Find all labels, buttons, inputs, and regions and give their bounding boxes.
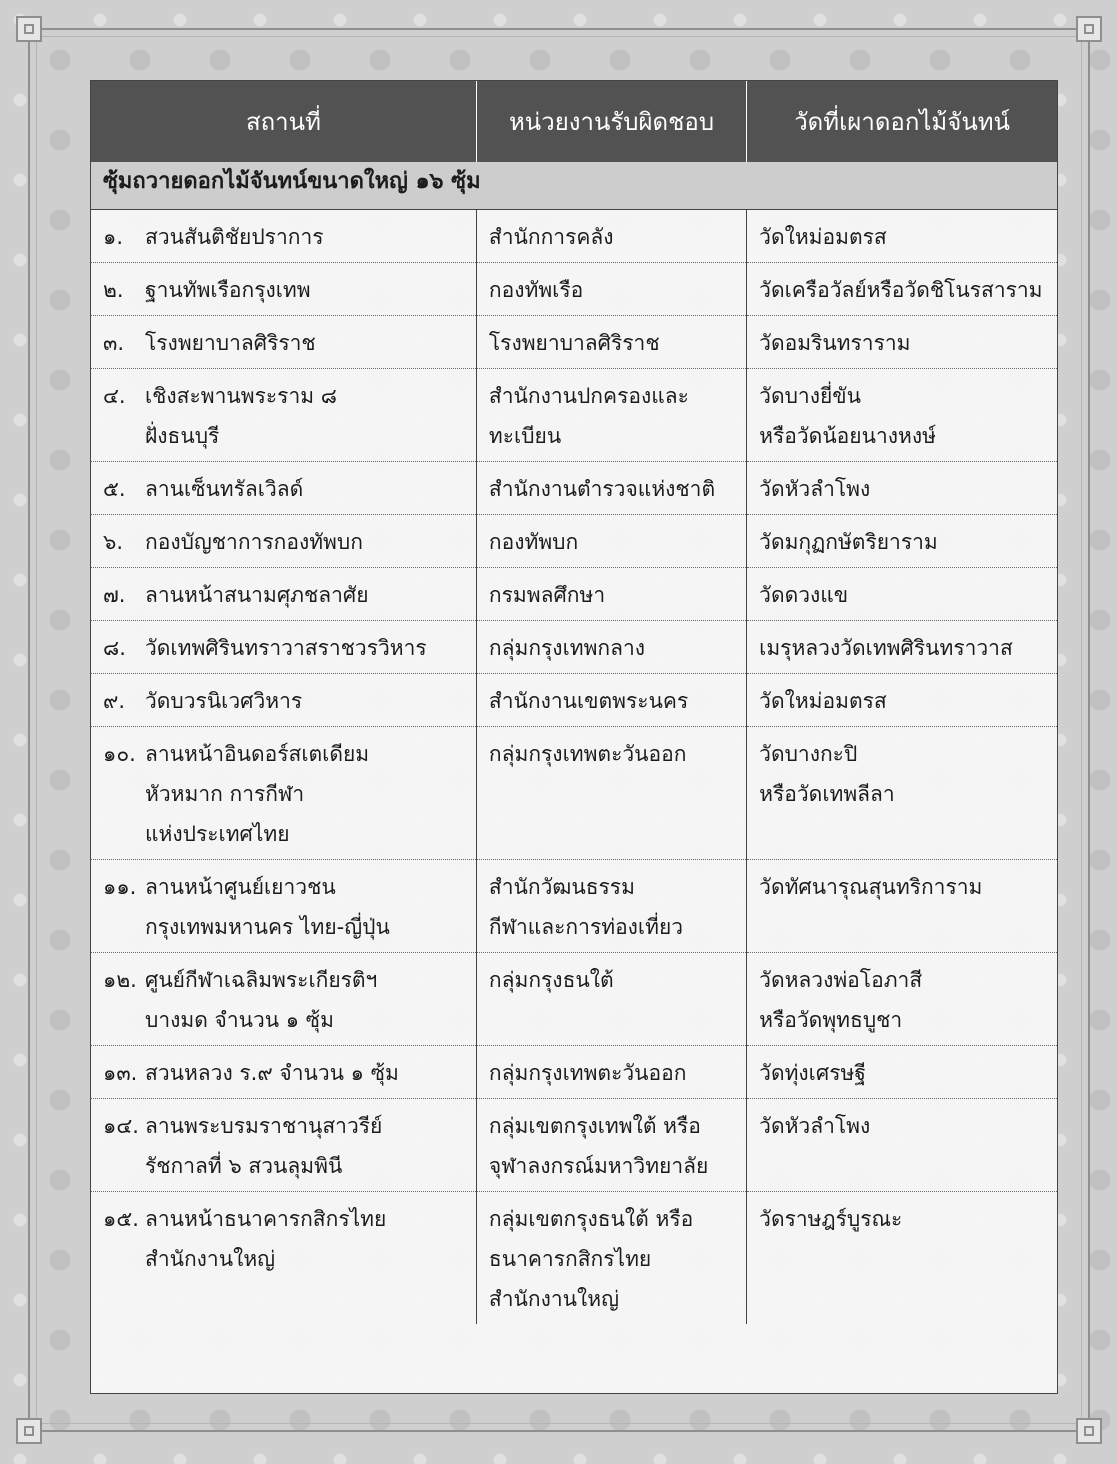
row-number: ๓. [103, 331, 125, 355]
location-name: วัดบวรนิเวศวิหาร [145, 689, 303, 713]
cell-agency: กลุ่มกรุงเทพตะวันออก [476, 727, 746, 860]
table-row [91, 369, 1057, 462]
cell-location [91, 621, 476, 674]
table-row [91, 515, 1057, 568]
cell-agency: กลุ่มกรุงเทพตะวันออก [476, 1046, 746, 1099]
header-temple: วัดที่เผาดอกไม้จันทน์ [747, 81, 1057, 162]
row-number: ๑๐. [103, 742, 136, 766]
table-row [91, 1099, 1057, 1192]
location-name: ศูนย์กีฬาเฉลิมพระเกียรติฯ บางมด จำนวน ๑ ซุ้ม [145, 968, 378, 1032]
cell-location [91, 1046, 476, 1099]
row-number: ๑๔. [103, 1114, 139, 1138]
row-number: ๖. [103, 530, 124, 554]
table-row [91, 674, 1057, 727]
cell-temple: วัดทัศนารุณสุนทริการาม [747, 860, 1057, 953]
cell-location [91, 860, 476, 953]
header-agency: หน่วยงานรับผิดชอบ [476, 81, 746, 162]
cell-temple: วัดหัวลำโพง [747, 1099, 1057, 1192]
cell-agency: กรมพลศึกษา [476, 568, 746, 621]
cell-agency: กลุ่มกรุงเทพกลาง [476, 621, 746, 674]
location-name: กองบัญชาการกองทัพบก [145, 530, 363, 554]
table-row [91, 1046, 1057, 1099]
table-row [91, 727, 1057, 860]
cell-location [91, 1099, 476, 1192]
cell-location [91, 674, 476, 727]
cell-agency: สำนักงานเขตพระนคร [476, 674, 746, 727]
row-number: ๑๕. [103, 1207, 139, 1231]
cell-agency: สำนักงานปกครองและ ทะเบียน [476, 369, 746, 462]
memorial-pavilion-table [91, 81, 1057, 1324]
cell-temple: วัดเครือวัลย์หรือวัดชิโนรสาราม [747, 263, 1057, 316]
table-header-row [91, 81, 1057, 162]
table-row [91, 953, 1057, 1046]
row-number: ๙. [103, 689, 126, 713]
table-row [91, 210, 1057, 263]
section-title: ซุ้มถวายดอกไม้จันทน์ขนาดใหญ่ ๑๖ ซุ้ม [91, 162, 1057, 210]
cell-temple: เมรุหลวงวัดเทพศิรินทราวาส [747, 621, 1057, 674]
cell-temple: วัดบางกะปิ หรือวัดเทพลีลา [747, 727, 1057, 860]
cell-location [91, 263, 476, 316]
table-row [91, 263, 1057, 316]
cell-location [91, 210, 476, 263]
table-row [91, 621, 1057, 674]
row-number: ๑๒. [103, 968, 137, 992]
cell-agency: สำนักงานตำรวจแห่งชาติ [476, 462, 746, 515]
row-number: ๑. [103, 225, 124, 249]
cell-temple: วัดราษฎร์บูรณะ [759, 1207, 903, 1231]
cell-location [91, 953, 476, 1046]
cell-agency: กลุ่มเขตกรุงธนใต้ หรือ ธนาคารกสิกรไทย สำนักงานใหญ่ [476, 1192, 746, 1325]
cell-agency: กองทัพเรือ [476, 263, 746, 316]
cell-temple: วัดใหม่อมตรส [747, 210, 1057, 263]
cell-location [91, 568, 476, 621]
frame-corner-ornament [1076, 16, 1102, 42]
cell-temple: วัดมกุฏกษัตริยาราม [747, 515, 1057, 568]
location-name: ฐานทัพเรือกรุงเทพ [145, 278, 311, 302]
location-name: เชิงสะพานพระราม ๘ ฝั่งธนบุรี [145, 384, 337, 448]
row-number: ๑๓. [103, 1061, 138, 1085]
cell-temple: วัดบางยี่ขัน หรือวัดน้อยนางหงษ์ [747, 369, 1057, 462]
frame-corner-ornament [16, 16, 42, 42]
location-name: ลานหน้าธนาคารกสิกรไทย สำนักงานใหญ่ [145, 1207, 387, 1271]
cell-agency: สำนักวัฒนธรรม กีฬาและการท่องเที่ยว [476, 860, 746, 953]
cell-location [91, 462, 476, 515]
header-location: สถานที่ [91, 81, 476, 162]
cell-agency: โรงพยาบาลศิริราช [476, 316, 746, 369]
cell-temple: วัดทุ่งเศรษฐี [747, 1046, 1057, 1099]
cell-location [91, 369, 476, 462]
frame-corner-ornament [16, 1418, 42, 1444]
location-name: สวนสันติชัยปราการ [145, 225, 324, 249]
cell-agency: กลุ่มกรุงธนใต้ [476, 953, 746, 1046]
cell-location [91, 727, 476, 860]
cell-location [91, 515, 476, 568]
section-header-row [91, 162, 1057, 210]
table-row [91, 462, 1057, 515]
row-number: ๒. [103, 278, 124, 302]
row-number: ๔. [103, 384, 126, 408]
table-row [91, 568, 1057, 621]
table-row [91, 316, 1057, 369]
row-number: ๗. [103, 583, 126, 607]
location-name: โรงพยาบาลศิริราช [145, 331, 316, 355]
location-name: ลานพระบรมราชานุสาวรีย์ รัชกาลที่ ๖ สวนลุมพินี [145, 1114, 383, 1178]
location-name: ลานหน้าอินดอร์สเตเดียม หัวหมาก การกีฬา แห่งประเทศไทย [145, 742, 370, 846]
frame-corner-ornament [1076, 1418, 1102, 1444]
cell-agency: กลุ่มเขตกรุงเทพใต้ หรือ จุฬาลงกรณ์มหาวิทยาลัย [476, 1099, 746, 1192]
cell-temple: วัดอมรินทราราม [747, 316, 1057, 369]
cell-temple: วัดหัวลำโพง [747, 462, 1057, 515]
cell-temple: วัดดวงแข [747, 568, 1057, 621]
location-name: ลานหน้าศูนย์เยาวชน กรุงเทพมหานคร ไทย-ญี่ปุ่น [145, 875, 390, 939]
cell-location [91, 316, 476, 369]
location-name: สวนหลวง ร.๙ จำนวน ๑ ซุ้ม [145, 1061, 399, 1085]
table-row [91, 860, 1057, 953]
row-number: ๘. [103, 636, 126, 660]
cell-agency: สำนักการคลัง [476, 210, 746, 263]
location-name: วัดเทพศิรินทราวาสราชวรวิหาร [145, 636, 427, 660]
cell-agency: กองทัพบก [476, 515, 746, 568]
row-number: ๑๑. [103, 875, 137, 899]
table-container [90, 80, 1058, 1394]
cell-temple: วัดหลวงพ่อโอภาสี หรือวัดพุทธบูชา [747, 953, 1057, 1046]
location-name: ลานหน้าสนามศุภชลาศัย [145, 583, 369, 607]
cell-location [91, 1192, 476, 1325]
table-row [91, 1192, 1057, 1325]
location-name: ลานเซ็นทรัลเวิลด์ [145, 477, 304, 501]
cell-temple: วัดใหม่อมตรส [747, 674, 1057, 727]
row-number: ๕. [103, 477, 126, 501]
